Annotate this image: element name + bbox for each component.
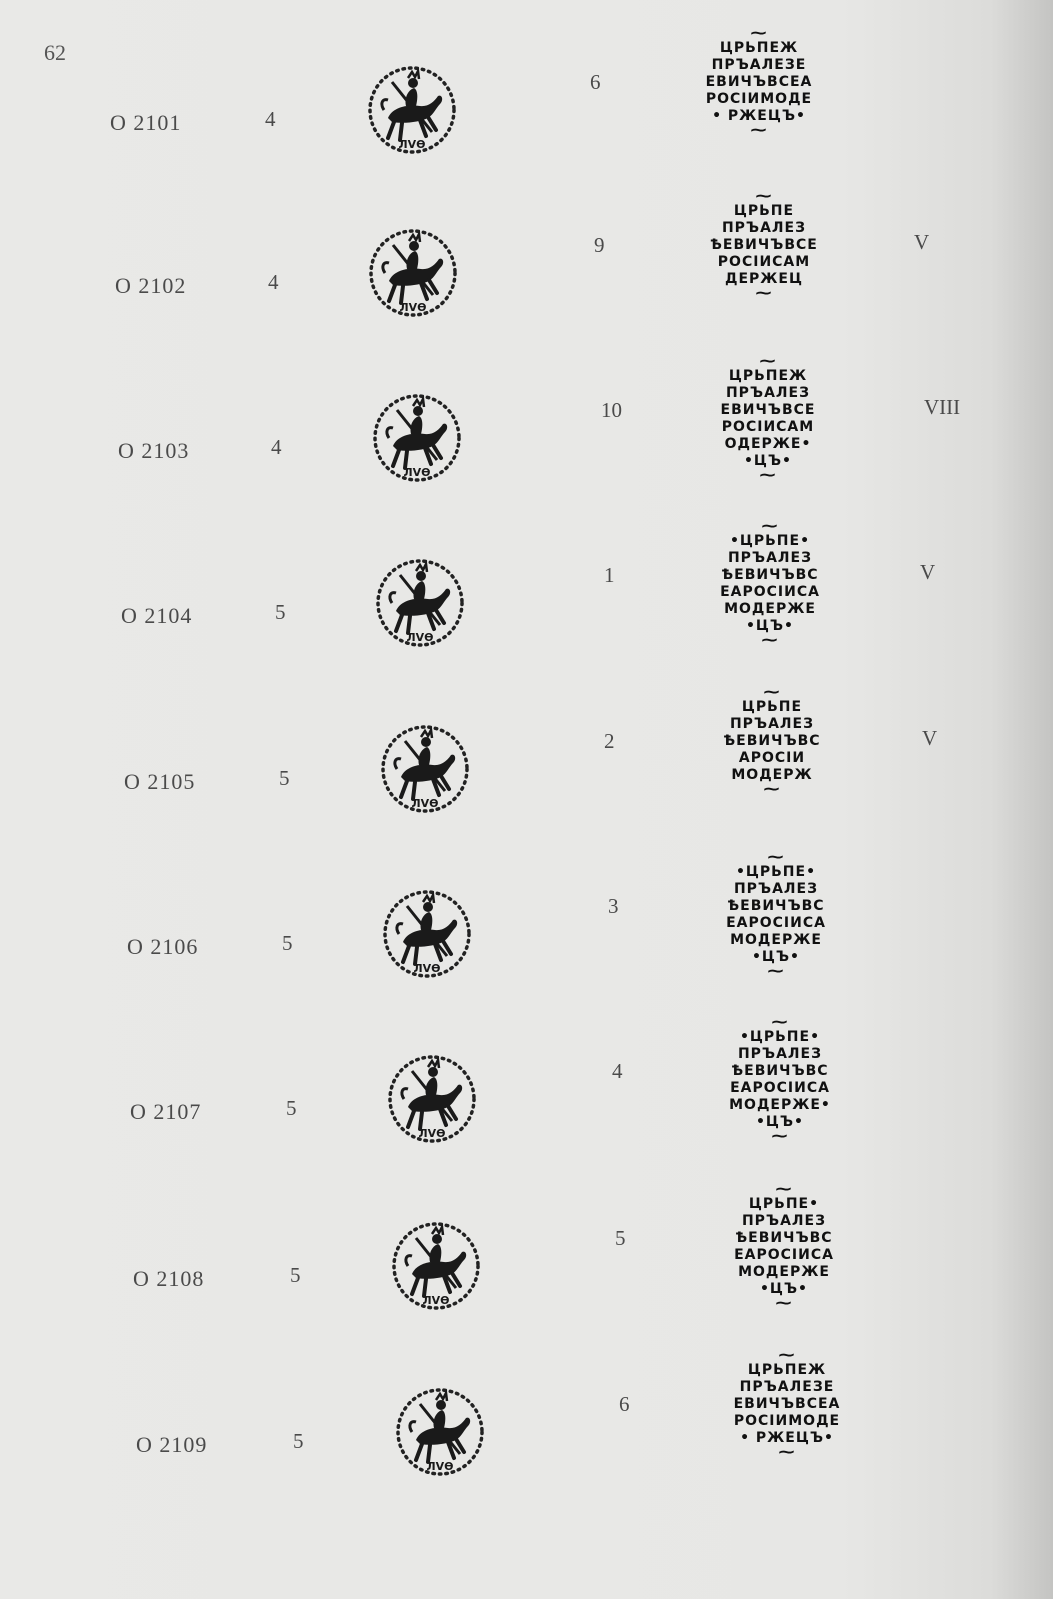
- titlo-mark: ⁓: [771, 1012, 789, 1031]
- reverse-inscription: [694, 23, 824, 139]
- reverse-die-number: 2: [604, 729, 615, 753]
- titlo-mark: ⁓: [761, 630, 779, 649]
- inscription-line: •ЦРЬПЕ•: [735, 864, 817, 880]
- inscription-line: ѢЕВИЧЪВСЕ: [710, 237, 818, 253]
- obverse-die-number: 5: [293, 1429, 304, 1453]
- inscription-line: АРОСІИ: [738, 750, 806, 766]
- inscription-line: ЕАРОСІИСА: [734, 1247, 834, 1263]
- rarity-grade: V: [922, 726, 938, 750]
- reverse-inscription: [722, 1345, 852, 1461]
- coin-number: О 2102: [115, 273, 187, 298]
- coin-number: О 2107: [130, 1099, 202, 1124]
- titlo-mark: ⁓: [767, 961, 785, 980]
- inscription-line: ЕАРОСІИСА: [730, 1080, 830, 1096]
- inscription-line: РОСІИМОДЕ: [733, 1413, 841, 1429]
- inscription-line: ПРЪАЛЕЗ: [741, 1213, 827, 1229]
- reverse-inscription: [705, 516, 835, 649]
- inscription-line: РОСІИМОДЕ: [705, 91, 813, 107]
- inscription-line: ЦРЬПЕЖ: [719, 40, 799, 56]
- svg-text:ЛVѲ: ЛVѲ: [399, 301, 427, 314]
- inscription-line: •ЦЪ•: [745, 618, 795, 634]
- titlo-mark: ⁓: [775, 1179, 793, 1198]
- coin-number: О 2105: [124, 769, 196, 794]
- obverse-rider-image: [363, 223, 463, 323]
- titlo-mark: ⁓: [761, 516, 779, 535]
- obverse-die-number: 4: [271, 435, 282, 459]
- obverse-rider-image: [382, 1049, 482, 1149]
- titlo-mark: ⁓: [778, 1345, 796, 1364]
- reverse-inscription: [715, 1012, 845, 1145]
- svg-text:ЛVѲ: ЛVѲ: [413, 962, 441, 975]
- obverse-die-number: 5: [290, 1263, 301, 1287]
- svg-text:ЛVѲ: ЛVѲ: [403, 466, 431, 479]
- obverse-die-number: 5: [282, 931, 293, 955]
- obverse-rider-image: [367, 388, 467, 488]
- coin-number: О 2104: [121, 603, 193, 628]
- inscription-line: •ЦРЬПЕ•: [739, 1029, 821, 1045]
- reverse-inscription: [703, 351, 833, 484]
- reverse-die-number: 5: [615, 1226, 626, 1250]
- obverse-die-number: 5: [279, 766, 290, 790]
- coin-row: [0, 682, 1053, 899]
- coin-row: [0, 1012, 1053, 1229]
- inscription-line: ПРЪАЛЕЗ: [729, 716, 815, 732]
- inscription-line: МОДЕРЖ: [731, 767, 813, 783]
- reverse-die-number: 6: [590, 70, 601, 94]
- svg-text:ЛVѲ: ЛVѲ: [406, 631, 434, 644]
- obverse-die-number: 4: [265, 107, 276, 131]
- inscription-line: ПРЪАЛЕЗЕ: [739, 1379, 835, 1395]
- inscription-line: ЦРЬПЕЖ: [747, 1362, 827, 1378]
- inscription-line: •ЦЪ•: [751, 949, 801, 965]
- inscription-line: ОДЕРЖЕ•: [724, 436, 812, 452]
- titlo-mark: ⁓: [759, 351, 777, 370]
- inscription-line: ЕАРОСІИСА: [726, 915, 826, 931]
- inscription-line: • РЖЕЦЪ•: [712, 108, 806, 124]
- obverse-rider-image: [375, 719, 475, 819]
- coin-number: О 2106: [127, 934, 199, 959]
- inscription-line: МОДЕРЖЕ: [730, 932, 822, 948]
- inscription-line: ЕАРОСІИСА: [720, 584, 820, 600]
- titlo-mark: ⁓: [750, 120, 768, 139]
- coin-row: [0, 1179, 1053, 1396]
- coin-row: [0, 1345, 1053, 1562]
- inscription-line: •ЦЪ•: [759, 1281, 809, 1297]
- inscription-line: ПРЪАЛЕЗ: [737, 1046, 823, 1062]
- inscription-line: ЕВИЧЪВСЕА: [705, 74, 813, 90]
- reverse-die-number: 1: [604, 563, 615, 587]
- coin-number: О 2108: [133, 1266, 205, 1291]
- reverse-die-number: 10: [601, 398, 622, 422]
- coin-number: О 2103: [118, 438, 190, 463]
- titlo-mark: ⁓: [771, 1126, 789, 1145]
- inscription-line: ПРЪАЛЕЗЕ: [711, 57, 807, 73]
- titlo-mark: ⁓: [755, 283, 773, 302]
- titlo-mark: ⁓: [759, 465, 777, 484]
- rarity-grade: VIII: [924, 395, 961, 419]
- coin-row: [0, 186, 1053, 403]
- rarity-grade: V: [920, 560, 936, 584]
- inscription-line: • РЖЕЦЪ•: [740, 1430, 834, 1446]
- titlo-mark: ⁓: [750, 23, 768, 42]
- reverse-die-number: 3: [608, 894, 619, 918]
- svg-text:ЛVѲ: ЛVѲ: [411, 797, 439, 810]
- obverse-rider-image: [370, 553, 470, 653]
- inscription-line: ѢЕВИЧЪВС: [721, 567, 819, 583]
- obverse-die-number: 5: [275, 600, 286, 624]
- reverse-inscription: [719, 1179, 849, 1312]
- coin-row: [0, 516, 1053, 733]
- inscription-line: ДЕРЖЕЦ: [725, 271, 803, 287]
- coin-number: О 2109: [136, 1432, 208, 1457]
- titlo-mark: ⁓: [763, 682, 781, 701]
- reverse-inscription: [711, 847, 841, 980]
- inscription-line: ПРЪАЛЕЗ: [733, 881, 819, 897]
- inscription-line: МОДЕРЖЕ•: [729, 1097, 831, 1113]
- svg-text:ЛVѲ: ЛVѲ: [418, 1127, 446, 1140]
- inscription-line: МОДЕРЖЕ: [738, 1264, 830, 1280]
- inscription-line: ПРЪАЛЕЗ: [721, 220, 807, 236]
- page-number: 62: [44, 40, 66, 65]
- inscription-line: ѢЕВИЧЪВС: [731, 1063, 829, 1079]
- inscription-line: •ЦРЬПЕ•: [729, 533, 811, 549]
- obverse-rider-image: [386, 1216, 486, 1316]
- inscription-line: ПРЪАЛЕЗ: [727, 550, 813, 566]
- inscription-line: ЕВИЧЪВСЕА: [733, 1396, 841, 1412]
- inscription-line: ЦРЬПЕ: [741, 699, 803, 715]
- titlo-mark: ⁓: [767, 847, 785, 866]
- inscription-line: ЦРЬПЕ: [733, 203, 795, 219]
- svg-text:ЛVѲ: ЛVѲ: [422, 1294, 450, 1307]
- obverse-rider-image: [362, 60, 462, 160]
- inscription-line: ЦРЬПЕ•: [748, 1196, 820, 1212]
- obverse-rider-image: [377, 884, 477, 984]
- obverse-die-number: 5: [286, 1096, 297, 1120]
- inscription-line: •ЦЪ•: [743, 453, 793, 469]
- svg-text:ЛVѲ: ЛVѲ: [398, 138, 426, 151]
- inscription-line: •ЦЪ•: [755, 1114, 805, 1130]
- titlo-mark: ⁓: [778, 1442, 796, 1461]
- obverse-rider-image: [390, 1382, 490, 1482]
- reverse-inscription: [707, 682, 837, 798]
- inscription-line: МОДЕРЖЕ: [724, 601, 816, 617]
- inscription-line: ѢЕВИЧЪВС: [723, 733, 821, 749]
- coin-row: [0, 847, 1053, 1064]
- titlo-mark: ⁓: [775, 1293, 793, 1312]
- inscription-line: РОСІИСАМ: [717, 254, 811, 270]
- coin-number: О 2101: [110, 110, 182, 135]
- inscription-line: РОСІИСАМ: [721, 419, 815, 435]
- titlo-mark: ⁓: [763, 779, 781, 798]
- reverse-die-number: 9: [594, 233, 605, 257]
- reverse-die-number: 4: [612, 1059, 623, 1083]
- inscription-line: ЕВИЧЪВСЕ: [720, 402, 816, 418]
- obverse-die-number: 4: [268, 270, 279, 294]
- inscription-line: ЦРЬПЕЖ: [728, 368, 808, 384]
- titlo-mark: ⁓: [755, 186, 773, 205]
- inscription-line: ѢЕВИЧЪВС: [735, 1230, 833, 1246]
- svg-text:ЛVѲ: ЛVѲ: [426, 1460, 454, 1473]
- rarity-grade: V: [914, 230, 930, 254]
- inscription-line: ПРЪАЛЕЗ: [725, 385, 811, 401]
- inscription-line: ѢЕВИЧЪВС: [727, 898, 825, 914]
- coin-row: [0, 351, 1053, 568]
- reverse-inscription: [699, 186, 829, 302]
- reverse-die-number: 6: [619, 1392, 630, 1416]
